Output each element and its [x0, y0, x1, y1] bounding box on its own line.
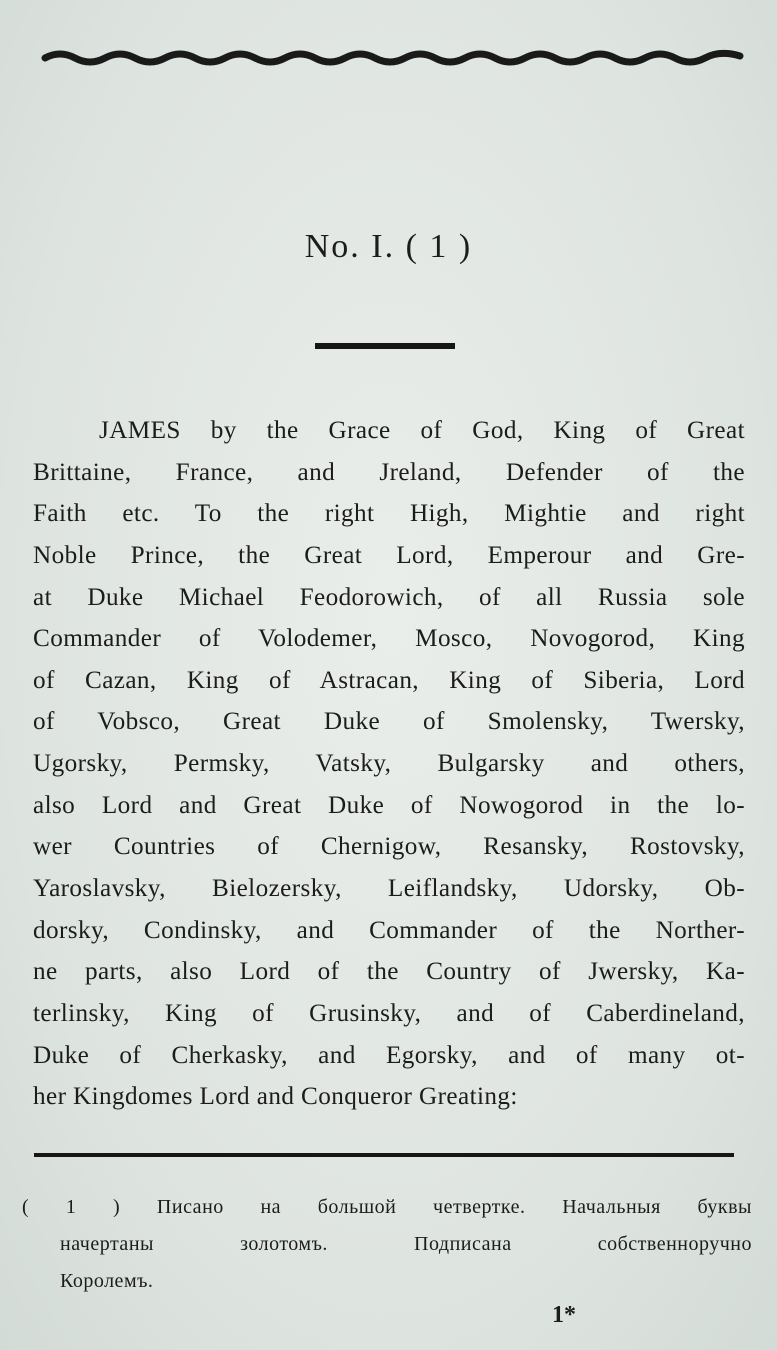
wavy-ornament-rule	[40, 36, 745, 76]
body-line: also Lord and Great Duke of Nowogorod in the lo-	[33, 791, 745, 819]
page-number: 1*	[552, 1302, 576, 1328]
footnote-line: начертаны золотомъ. Подписана собственноручно	[60, 1233, 752, 1255]
footnote-line: Королемъ.	[60, 1270, 154, 1292]
letter-body	[33, 410, 745, 1118]
body-line: at Duke Michael Feodorowich, of all Russia sole	[33, 583, 745, 611]
body-line: Commander of Volodemer, Mosco, Novogorod, King	[33, 625, 745, 653]
body-line: Noble Prince, the Great Lord, Emperour and Gre-	[33, 541, 745, 569]
body-line: Faith etc. To the right High, Mightie and right	[33, 500, 745, 528]
body-line: JAMES by the Grace of God, King of Great	[99, 417, 745, 444]
body-line: terlinsky, King of Grusinsky, and of Caberdineland,	[33, 999, 745, 1027]
body-line: wer Countries of Chernigow, Resansky, Rostovsky,	[33, 833, 745, 861]
body-line: of Vobsco, Great Duke of Smolensky, Twersky,	[33, 708, 745, 736]
body-line: Ugorsky, Permsky, Vatsky, Bulgarsky and others,	[33, 750, 745, 778]
short-divider	[315, 343, 455, 349]
body-line: Yaroslavsky, Bielozersky, Leiflandsky, Udorsky, Ob-	[33, 875, 745, 903]
footnote	[22, 1189, 752, 1300]
footnote-divider	[34, 1153, 734, 1157]
body-line: of Cazan, King of Astracan, King of Siberia, Lord	[33, 666, 745, 694]
body-line: Brittaine, France, and Jreland, Defender of the	[33, 458, 745, 486]
footnote-line: ( 1 ) Писано на большой четвертке. Начальныя буквы	[22, 1196, 752, 1218]
body-line: dorsky, Condinsky, and Commander of the Norther-	[33, 916, 745, 944]
document-heading: No. I. ( 1 )	[304, 228, 473, 265]
body-line: Duke of Cherkasky, and Egorsky, and of many ot-	[33, 1041, 745, 1069]
body-line: ne parts, also Lord of the Country of Jwersky, Ka-	[33, 958, 745, 986]
body-line: her Kingdomes Lord and Conqueror Greating:	[33, 1083, 518, 1111]
